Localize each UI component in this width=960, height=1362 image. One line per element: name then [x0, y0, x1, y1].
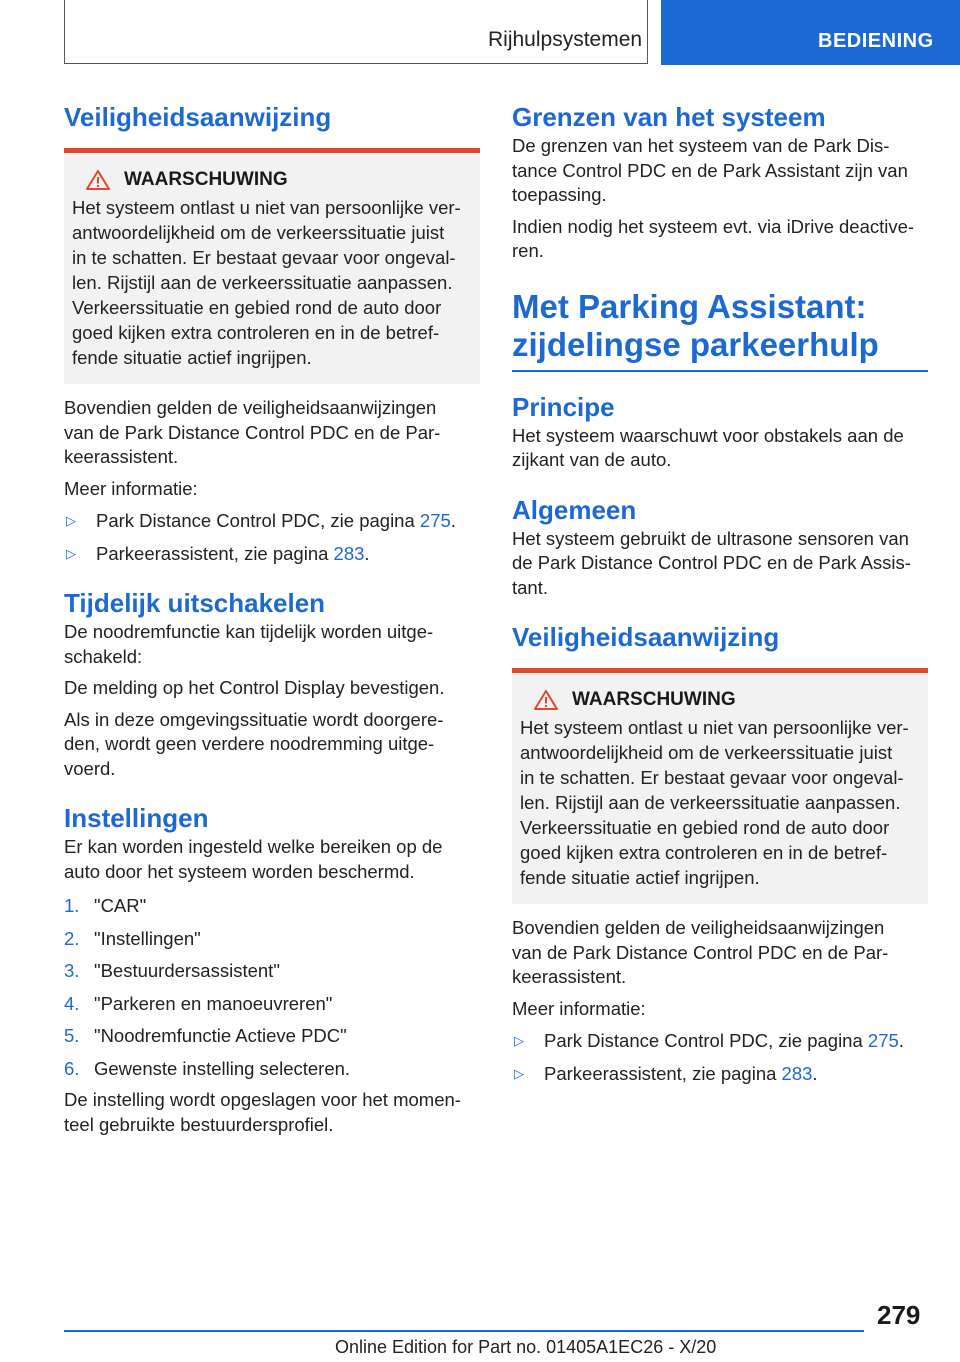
general-heading: Algemeen: [512, 494, 637, 525]
page-link[interactable]: 275: [867, 1030, 899, 1051]
saved-paragraph: De instelling wordt opgeslagen voor het momen- teel gebruikte bestuurdersprofiel.: [64, 1089, 461, 1135]
page-link[interactable]: 283: [781, 1062, 813, 1084]
temp-paragraph-2: De melding op het Control Display bevestigen.: [64, 677, 445, 698]
also-paragraph: Bovendien gelden de veiligheidsaanwijzingen van de Park Distance Control PDC en de Par- keerassistent.: [512, 917, 889, 987]
footer-divider: [64, 1330, 864, 1332]
edition-note: Online Edition for Part no. 01405A1EC26 - X/20: [335, 1337, 717, 1357]
list-item: 3. "Bestuurdersassistent": [64, 960, 280, 981]
safety-heading: Veiligheidsaanwijzing: [512, 622, 780, 652]
warning-text: Het systeem ontlast u niet van persoonlijke ver- antwoordelijkheid om de verkeerssituatie juist in te schatten. Er bestaat gevaar voor ongeval- len. Rijstijl aan de verkeerssituatie aanpassen. Verkeerssituatie en gebied rond de auto door goed kijken extra controleren en in de betref- fende situatie actief ingrijpen.: [520, 717, 909, 888]
more-info-label: Meer informatie:: [64, 477, 198, 499]
list-item: ▷ Parkeerassistent, zie pagina 283.: [64, 542, 480, 567]
page-number: 279: [877, 1300, 921, 1330]
temp-paragraph-3: Als in deze omgevingssituatie wordt doorgere- den, wordt geen verdere noodremming uitge- voerd.: [64, 708, 444, 779]
warning-header: [520, 689, 920, 711]
header-chapter-tab: BEDIENING: [661, 0, 960, 65]
warning-header: [72, 169, 472, 191]
triangle-right-icon: ▷: [514, 1033, 524, 1048]
temp-paragraph-1: De noodremfunctie kan tijdelijk worden uitge- schakeld:: [64, 621, 434, 667]
list-item: 4. "Parkeren en manoeuvreren": [64, 992, 333, 1014]
safety-heading: Veiligheidsaanwijzing: [64, 102, 332, 132]
header-section-title: Rijhulpsystemen: [488, 28, 643, 51]
settings-heading: Instellingen: [64, 803, 209, 833]
main-heading-block: [512, 288, 928, 372]
limits-paragraph-1: De grenzen van het systeem van de Park Dis- tance Control PDC en de Park Assistant zijn van toepassing.: [512, 135, 908, 205]
list-item: 6. Gewenste instelling selecteren.: [64, 1057, 351, 1079]
principle-paragraph: Het systeem waarschuwt voor obstakels aan de zijkant van de auto.: [512, 424, 904, 470]
page-link[interactable]: 275: [419, 510, 451, 531]
more-info-label: Meer informatie:: [512, 997, 646, 1019]
page-link[interactable]: 283: [333, 542, 365, 564]
triangle-right-icon: ▷: [66, 513, 76, 528]
limits-paragraph-2: Indien nodig het systeem evt. via iDrive deactive- ren.: [512, 215, 915, 261]
warning-box: [64, 148, 480, 384]
warning-box: [512, 668, 928, 904]
warning-title: WAARSCHUWING: [124, 169, 288, 190]
left-column: [64, 100, 480, 1137]
general-paragraph: Het systeem gebruikt de ultrasone sensoren van de Park Distance Control PDC en de Park Assis- tant.: [512, 527, 911, 598]
main-heading: Met Parking Assistant: zijdelingse parkeerhulp: [512, 287, 879, 363]
warning-triangle-icon: [534, 690, 558, 710]
warning-text: Het systeem ontlast u niet van persoonlijke ver- antwoordelijkheid om de verkeerssituatie juist in te schatten. Er bestaat gevaar voor ongeval- len. Rijstijl aan de verkeerssituatie aanpassen. Verkeerssituatie en gebied rond de auto door goed kijken extra controleren en in de betref- fende situatie actief ingrijpen.: [72, 197, 461, 368]
limits-heading: Grenzen van het systeem: [512, 102, 826, 132]
right-column: [512, 100, 928, 1086]
list-item: ▷ Park Distance Control PDC, zie pagina 275.: [512, 1029, 928, 1054]
settings-paragraph: Er kan worden ingesteld welke bereiken op de auto door het systeem worden beschermd.: [64, 836, 443, 882]
list-item: ▷ Park Distance Control PDC, zie pagina 275.: [64, 509, 480, 534]
warning-title: WAARSCHUWING: [572, 689, 736, 710]
list-item: ▷ Parkeerassistent, zie pagina 283.: [512, 1062, 928, 1087]
list-item: 2. "Instellingen": [64, 927, 201, 949]
triangle-right-icon: ▷: [514, 1065, 524, 1081]
list-item: 1. "CAR": [64, 895, 147, 916]
also-paragraph: Bovendien gelden de veiligheidsaanwijzingen van de Park Distance Control PDC en de Par- keerassistent.: [64, 397, 441, 467]
list-item: 5. "Noodremfunctie Actieve PDC": [64, 1025, 347, 1046]
temp-disable-heading: Tijdelijk uitschakelen: [64, 588, 326, 618]
triangle-right-icon: ▷: [66, 545, 76, 561]
principle-heading: Principe: [512, 391, 615, 422]
warning-triangle-icon: [86, 170, 110, 190]
